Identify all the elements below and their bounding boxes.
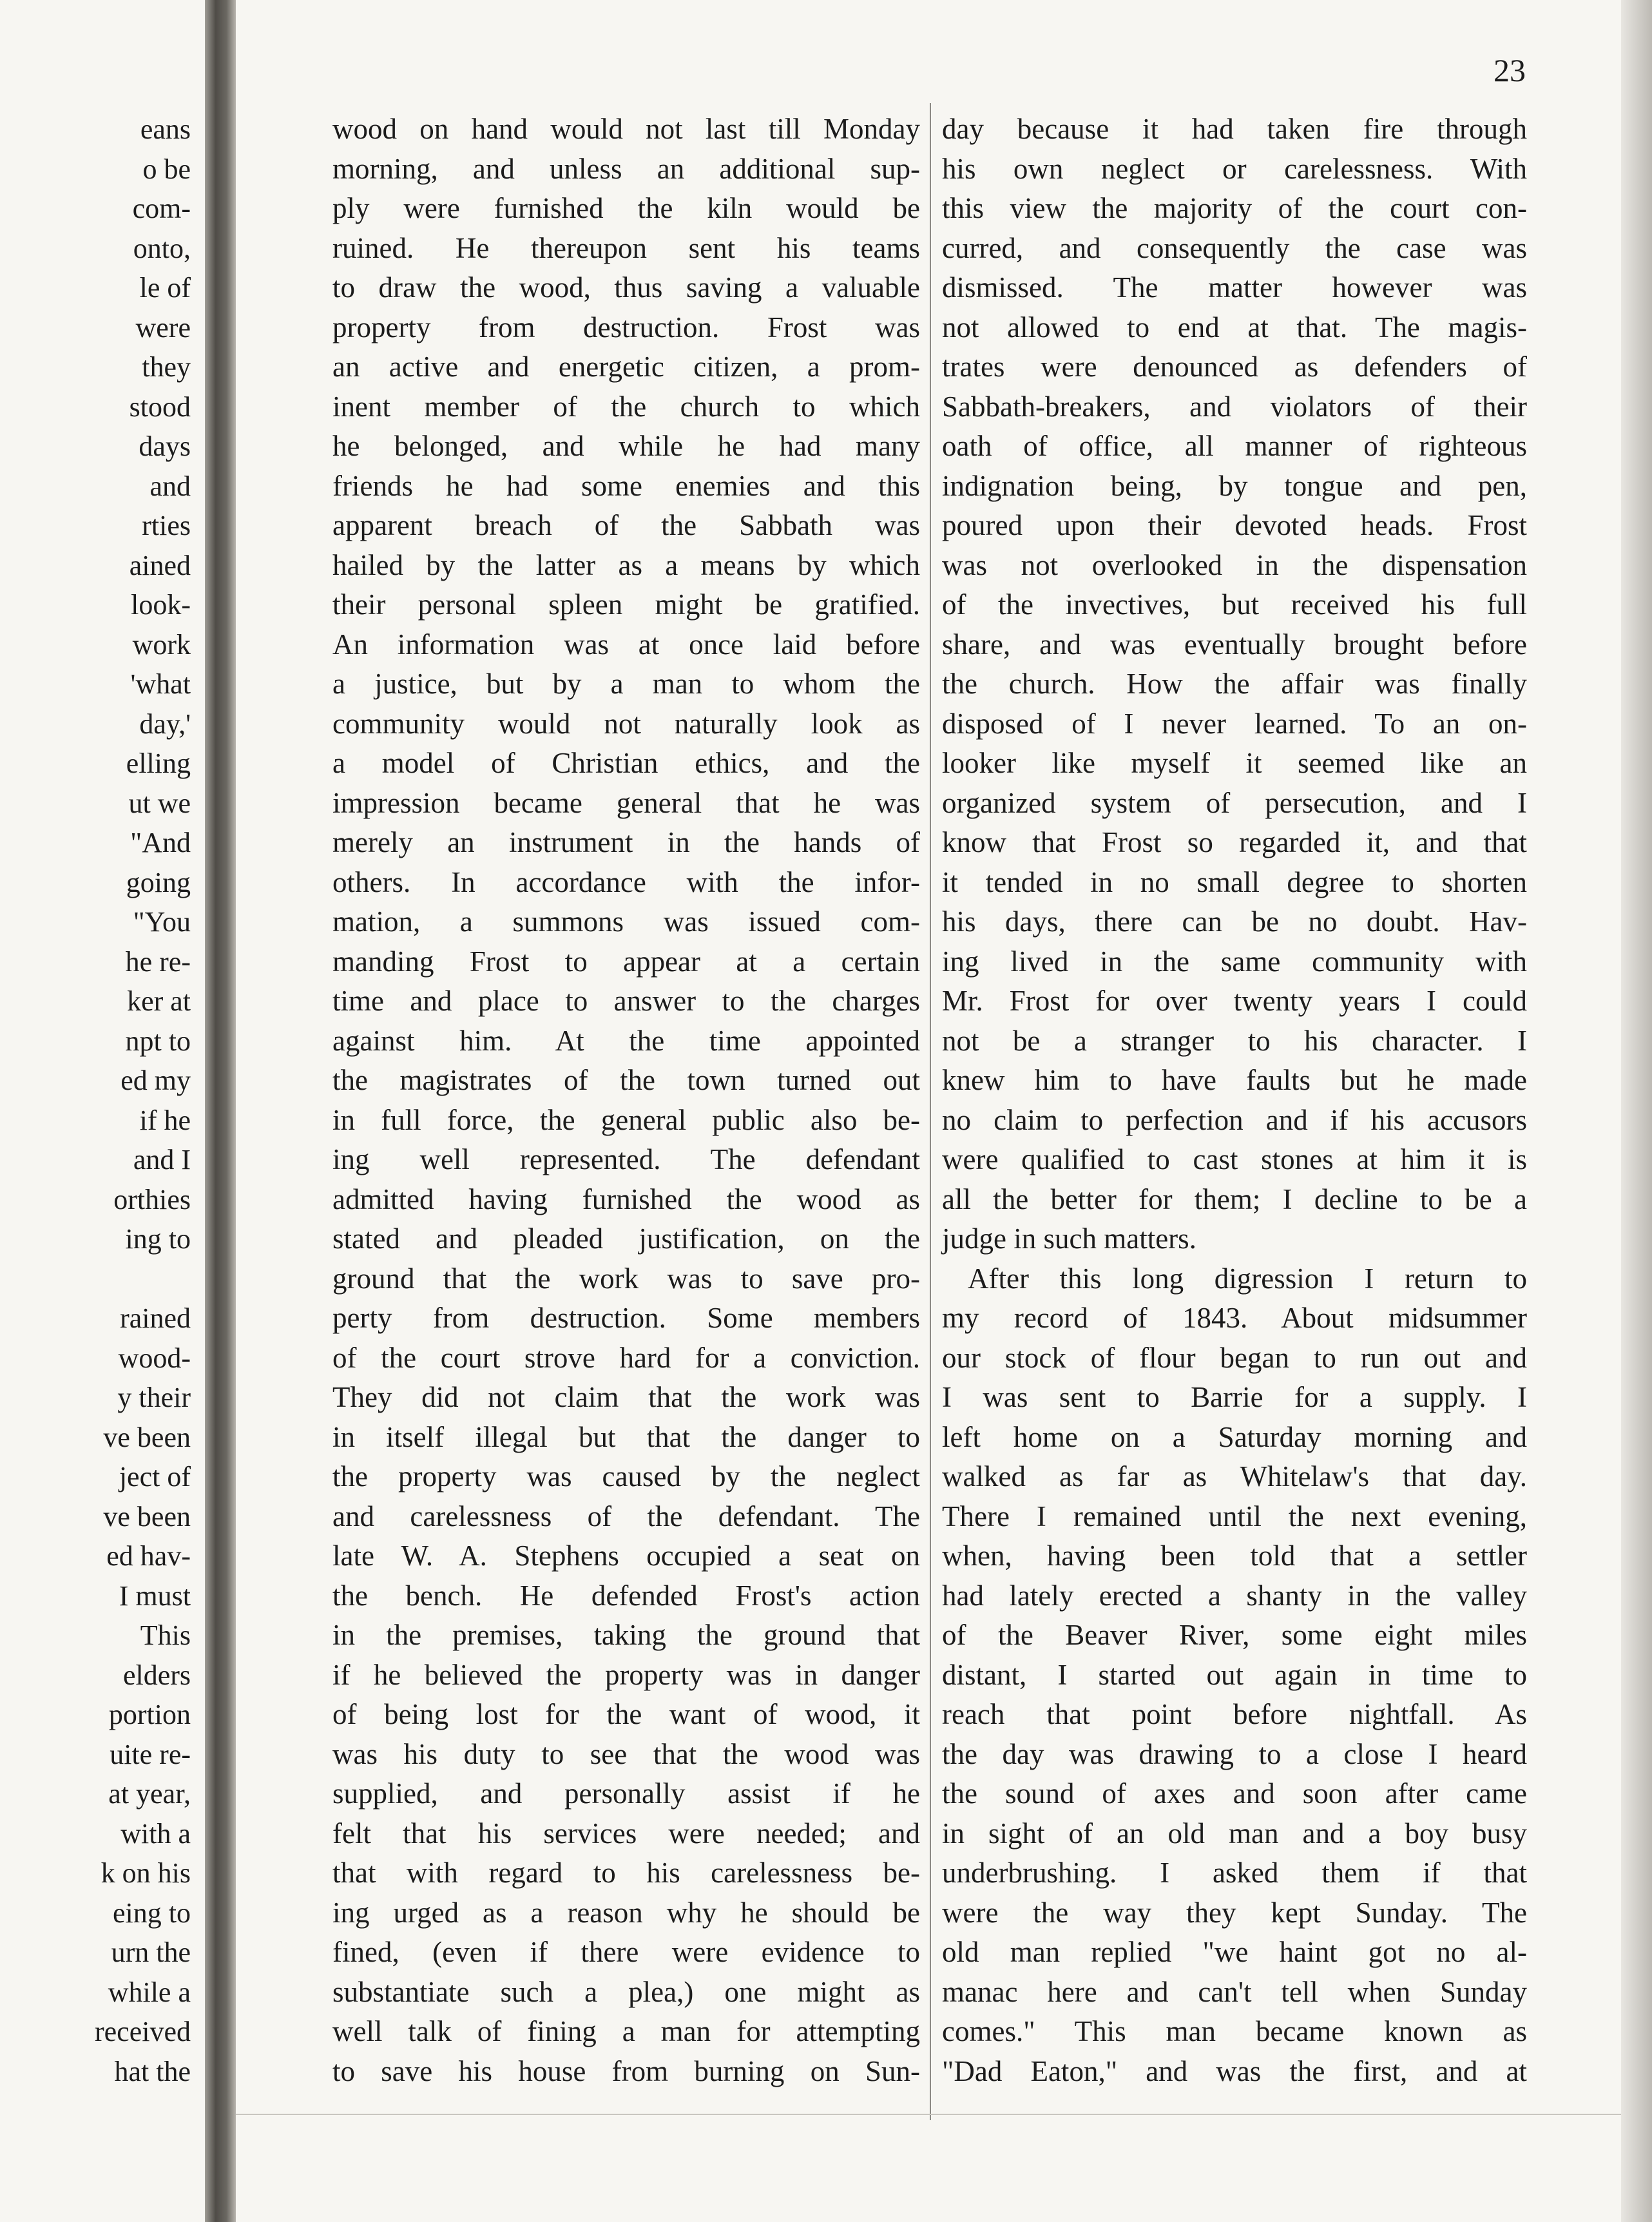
text-line: distant, I started out again in time to bbox=[942, 1658, 1527, 1691]
text-line: in the premises, taking the ground that bbox=[332, 1619, 920, 1651]
text-line: their personal spleen might be gratified. bbox=[332, 588, 920, 621]
text-line: of the invectives, but received his full bbox=[942, 588, 1527, 621]
text-line: his days, there can be no doubt. Hav- bbox=[942, 905, 1527, 938]
text-line: There I remained until the next evening, bbox=[942, 1500, 1527, 1532]
text-line: time and place to answer to the charges bbox=[332, 985, 920, 1017]
facing-page-line: hat the bbox=[114, 2055, 191, 2087]
facing-page-line: ing to bbox=[125, 1223, 191, 1255]
facing-page-line: stood bbox=[129, 391, 191, 423]
facing-page-line: they bbox=[142, 351, 191, 383]
facing-page-line: if he bbox=[139, 1104, 191, 1136]
facing-page-line: y their bbox=[117, 1382, 191, 1413]
text-line: to save his house from burning on Sun- bbox=[332, 2054, 920, 2087]
text-line: morning, and unless an additional sup- bbox=[332, 152, 920, 185]
text-line: merely an instrument in the hands of bbox=[332, 826, 920, 858]
text-line: know that Frost so regarded it, and that bbox=[942, 826, 1527, 858]
text-line: he belonged, and while he had many bbox=[332, 430, 920, 462]
text-line: old man replied "we haint got no al- bbox=[942, 1936, 1527, 1968]
text-line: perty from destruction. Some members bbox=[332, 1302, 920, 1334]
text-line: inent member of the church to which bbox=[332, 390, 920, 423]
text-line: community would not naturally look as bbox=[332, 707, 920, 740]
text-line: not allowed to end at that. The magis- bbox=[942, 311, 1527, 343]
text-line: if he believed the property was in danger bbox=[332, 1658, 920, 1691]
facing-page-line: uite re- bbox=[110, 1738, 191, 1770]
facing-page-line: I must bbox=[119, 1580, 191, 1612]
text-line: manac here and can't tell when Sunday bbox=[942, 1975, 1527, 2008]
text-line: a justice, but by a man to whom the bbox=[332, 668, 920, 700]
text-line: our stock of flour began to run out and bbox=[942, 1341, 1527, 1374]
text-line: of being lost for the want of wood, it bbox=[332, 1698, 920, 1730]
facing-page-line: eans bbox=[140, 113, 191, 145]
text-line: After this long digression I return to bbox=[968, 1262, 1527, 1295]
text-line: my record of 1843. About midsummer bbox=[942, 1302, 1527, 1334]
text-line: ruined. He thereupon sent his teams bbox=[332, 231, 920, 264]
text-line: trates were denounced as defenders of bbox=[942, 351, 1527, 383]
text-line: dismissed. The matter however was bbox=[942, 271, 1527, 304]
text-line: an active and energetic citizen, a prom- bbox=[332, 351, 920, 383]
text-line: late W. A. Stephens occupied a seat on bbox=[332, 1540, 920, 1572]
text-line: ing lived in the same community with bbox=[942, 945, 1527, 978]
text-line: the magistrates of the town turned out bbox=[332, 1064, 920, 1096]
text-line: curred, and consequently the case was bbox=[942, 231, 1527, 264]
text-line: mation, a summons was issued com- bbox=[332, 905, 920, 938]
text-line: They did not claim that the work was bbox=[332, 1381, 920, 1413]
text-line: judge in such matters. bbox=[942, 1222, 1196, 1255]
text-line: in sight of an old man and a boy busy bbox=[942, 1817, 1527, 1850]
text-line: property from destruction. Frost was bbox=[332, 311, 920, 343]
text-line: disposed of I never learned. To an on- bbox=[942, 707, 1527, 740]
text-line: supplied, and personally assist if he bbox=[332, 1777, 920, 1810]
facing-page-line: work bbox=[132, 628, 191, 661]
text-line: the bench. He defended Frost's action bbox=[332, 1579, 920, 1612]
facing-page-line bbox=[95, 1259, 191, 1299]
facing-page-line: received bbox=[95, 2016, 191, 2047]
facing-page-line: eing to bbox=[113, 1897, 191, 1929]
text-line: were qualified to cast stones at him it is bbox=[942, 1143, 1527, 1175]
facing-page-line: ut we bbox=[128, 787, 191, 819]
text-line: day because it had taken fire through bbox=[942, 113, 1527, 145]
facing-page-line: wood- bbox=[118, 1342, 191, 1374]
column-divider bbox=[930, 103, 931, 2120]
facing-page-line: ed my bbox=[120, 1065, 191, 1096]
text-line: in full force, the general public also be- bbox=[332, 1103, 920, 1136]
facing-page-fragment bbox=[0, 0, 205, 2222]
facing-page-line: k on his bbox=[101, 1857, 191, 1889]
facing-page-line: ve been bbox=[103, 1421, 191, 1453]
text-line: ply were furnished the kiln would be bbox=[332, 192, 920, 224]
facing-page-line: 'what bbox=[130, 668, 191, 700]
facing-page-line: le of bbox=[139, 272, 191, 304]
facing-page-line: day,' bbox=[139, 708, 191, 740]
page-number: 23 bbox=[1494, 52, 1526, 88]
text-line: walked as far as Whitelaw's that day. bbox=[942, 1460, 1527, 1493]
text-line: fined, (even if there were evidence to bbox=[332, 1936, 920, 1968]
text-line: wood on hand would not last till Monday bbox=[332, 113, 920, 145]
page-edge bbox=[1621, 0, 1652, 2222]
text-line: when, having been told that a settler bbox=[942, 1540, 1527, 1572]
text-line: was his duty to see that the wood was bbox=[332, 1737, 920, 1770]
text-line: ing urged as a reason why he should be bbox=[332, 1896, 920, 1929]
facing-page-line: and bbox=[149, 470, 191, 502]
text-line: friends he had some enemies and this bbox=[332, 469, 920, 502]
facing-page-line: ed hav- bbox=[106, 1540, 191, 1572]
text-line: indignation being, by tongue and pen, bbox=[942, 469, 1527, 502]
facing-page-line: at year, bbox=[108, 1778, 191, 1810]
text-line: felt that his services were needed; and bbox=[332, 1817, 920, 1850]
facing-page-line: days bbox=[139, 430, 191, 462]
text-line: reach that point before nightfall. As bbox=[942, 1698, 1527, 1730]
text-line: admitted having furnished the wood as bbox=[332, 1183, 920, 1215]
facing-page-line: This bbox=[140, 1619, 191, 1651]
text-line: left home on a Saturday morning and bbox=[942, 1420, 1527, 1453]
page-bottom-edge bbox=[236, 2114, 1621, 2115]
text-line: I was sent to Barrie for a supply. I bbox=[942, 1381, 1527, 1413]
text-line: apparent breach of the Sabbath was bbox=[332, 509, 920, 541]
facing-page-line: look- bbox=[131, 589, 191, 621]
facing-page-line: onto, bbox=[133, 232, 191, 264]
text-line: all the better for them; I decline to be a bbox=[942, 1183, 1527, 1215]
text-line: hailed by the latter as a means by which bbox=[332, 548, 920, 581]
text-line: manding Frost to appear at a certain bbox=[332, 945, 920, 978]
facing-page-line: o be bbox=[142, 153, 191, 185]
text-line: ground that the work was to save pro- bbox=[332, 1262, 920, 1295]
text-line: the property was caused by the neglect bbox=[332, 1460, 920, 1493]
text-line: impression became general that he was bbox=[332, 786, 920, 819]
text-line: oath of office, all manner of righteous bbox=[942, 430, 1527, 462]
text-line: stated and pleaded justification, on the bbox=[332, 1222, 920, 1255]
text-line: ing well represented. The defendant bbox=[332, 1143, 920, 1175]
facing-page-line: ve been bbox=[103, 1500, 191, 1532]
text-line: comes." This man became known as bbox=[942, 2015, 1527, 2047]
facing-page-line: urn the bbox=[111, 1937, 191, 1968]
facing-page-line: with a bbox=[120, 1817, 191, 1850]
text-line: and carelessness of the defendant. The bbox=[332, 1500, 920, 1532]
text-line: poured upon their devoted heads. Frost bbox=[942, 509, 1527, 541]
text-line: organized system of persecution, and I bbox=[942, 786, 1527, 819]
text-line: of the Beaver River, some eight miles bbox=[942, 1619, 1527, 1651]
text-line: this view the majority of the court con- bbox=[942, 192, 1527, 224]
text-line: it tended in no small degree to shorten bbox=[942, 865, 1527, 898]
facing-page-line: com- bbox=[132, 193, 191, 224]
text-line: the church. How the affair was finally bbox=[942, 668, 1527, 700]
facing-page-line: going bbox=[126, 866, 191, 898]
facing-page-line: and I bbox=[133, 1144, 191, 1175]
text-line: An information was at once laid before bbox=[332, 628, 920, 661]
facing-page-line: rained bbox=[120, 1302, 191, 1334]
text-line: "Dad Eaton," and was the first, and at bbox=[942, 2054, 1527, 2087]
facing-page-line: he re- bbox=[125, 945, 191, 978]
text-line: underbrushing. I asked them if that bbox=[942, 1857, 1527, 1889]
text-line: a model of Christian ethics, and the bbox=[332, 747, 920, 779]
facing-page-line: while a bbox=[108, 1976, 191, 2008]
facing-page-line: "And bbox=[130, 827, 191, 858]
text-line: not be a stranger to his character. I bbox=[942, 1024, 1527, 1057]
facing-page-line: ained bbox=[129, 549, 191, 581]
text-line: well talk of fining a man for attempting bbox=[332, 2015, 920, 2047]
text-line: in itself illegal but that the danger to bbox=[332, 1420, 920, 1453]
text-line: others. In accordance with the infor- bbox=[332, 865, 920, 898]
text-line: looker like myself it seemed like an bbox=[942, 747, 1527, 779]
text-line: the day was drawing to a close I heard bbox=[942, 1737, 1527, 1770]
text-line: the sound of axes and soon after came bbox=[942, 1777, 1527, 1810]
book-gutter bbox=[205, 0, 236, 2222]
text-line: were the way they kept Sunday. The bbox=[942, 1896, 1527, 1929]
text-line: was not overlooked in the dispensation bbox=[942, 548, 1527, 581]
text-line: of the court strove hard for a conviction. bbox=[332, 1341, 920, 1374]
text-line: against him. At the time appointed bbox=[332, 1024, 920, 1057]
facing-page-line: elling bbox=[126, 748, 191, 779]
text-line: that with regard to his carelessness be- bbox=[332, 1857, 920, 1889]
facing-page-line: were bbox=[135, 311, 191, 343]
facing-page-line: npt to bbox=[125, 1025, 191, 1057]
text-line: Sabbath-breakers, and violators of their bbox=[942, 390, 1527, 423]
facing-page-text bbox=[95, 110, 191, 2091]
text-line: no claim to perfection and if his accusors bbox=[942, 1103, 1527, 1136]
facing-page-line: orthies bbox=[113, 1183, 191, 1215]
facing-page-line: portion bbox=[108, 1699, 191, 1730]
text-line: share, and was eventually brought before bbox=[942, 628, 1527, 661]
text-line: had lately erected a shanty in the valley bbox=[942, 1579, 1527, 1612]
text-line: Mr. Frost for over twenty years I could bbox=[942, 985, 1527, 1017]
text-line: to draw the wood, thus saving a valuable bbox=[332, 271, 920, 304]
text-column-left bbox=[332, 110, 920, 2091]
text-column-right bbox=[942, 110, 1527, 2091]
facing-page-line: ker at bbox=[127, 985, 191, 1017]
facing-page-line: ject of bbox=[119, 1461, 191, 1493]
facing-page-line: elders bbox=[122, 1659, 191, 1691]
text-line: knew him to have faults but he made bbox=[942, 1064, 1527, 1096]
facing-page-line: rties bbox=[142, 510, 191, 541]
text-line: substantiate such a plea,) one might as bbox=[332, 1975, 920, 2008]
text-line: his own neglect or carelessness. With bbox=[942, 152, 1527, 185]
facing-page-line: "You bbox=[133, 906, 191, 938]
